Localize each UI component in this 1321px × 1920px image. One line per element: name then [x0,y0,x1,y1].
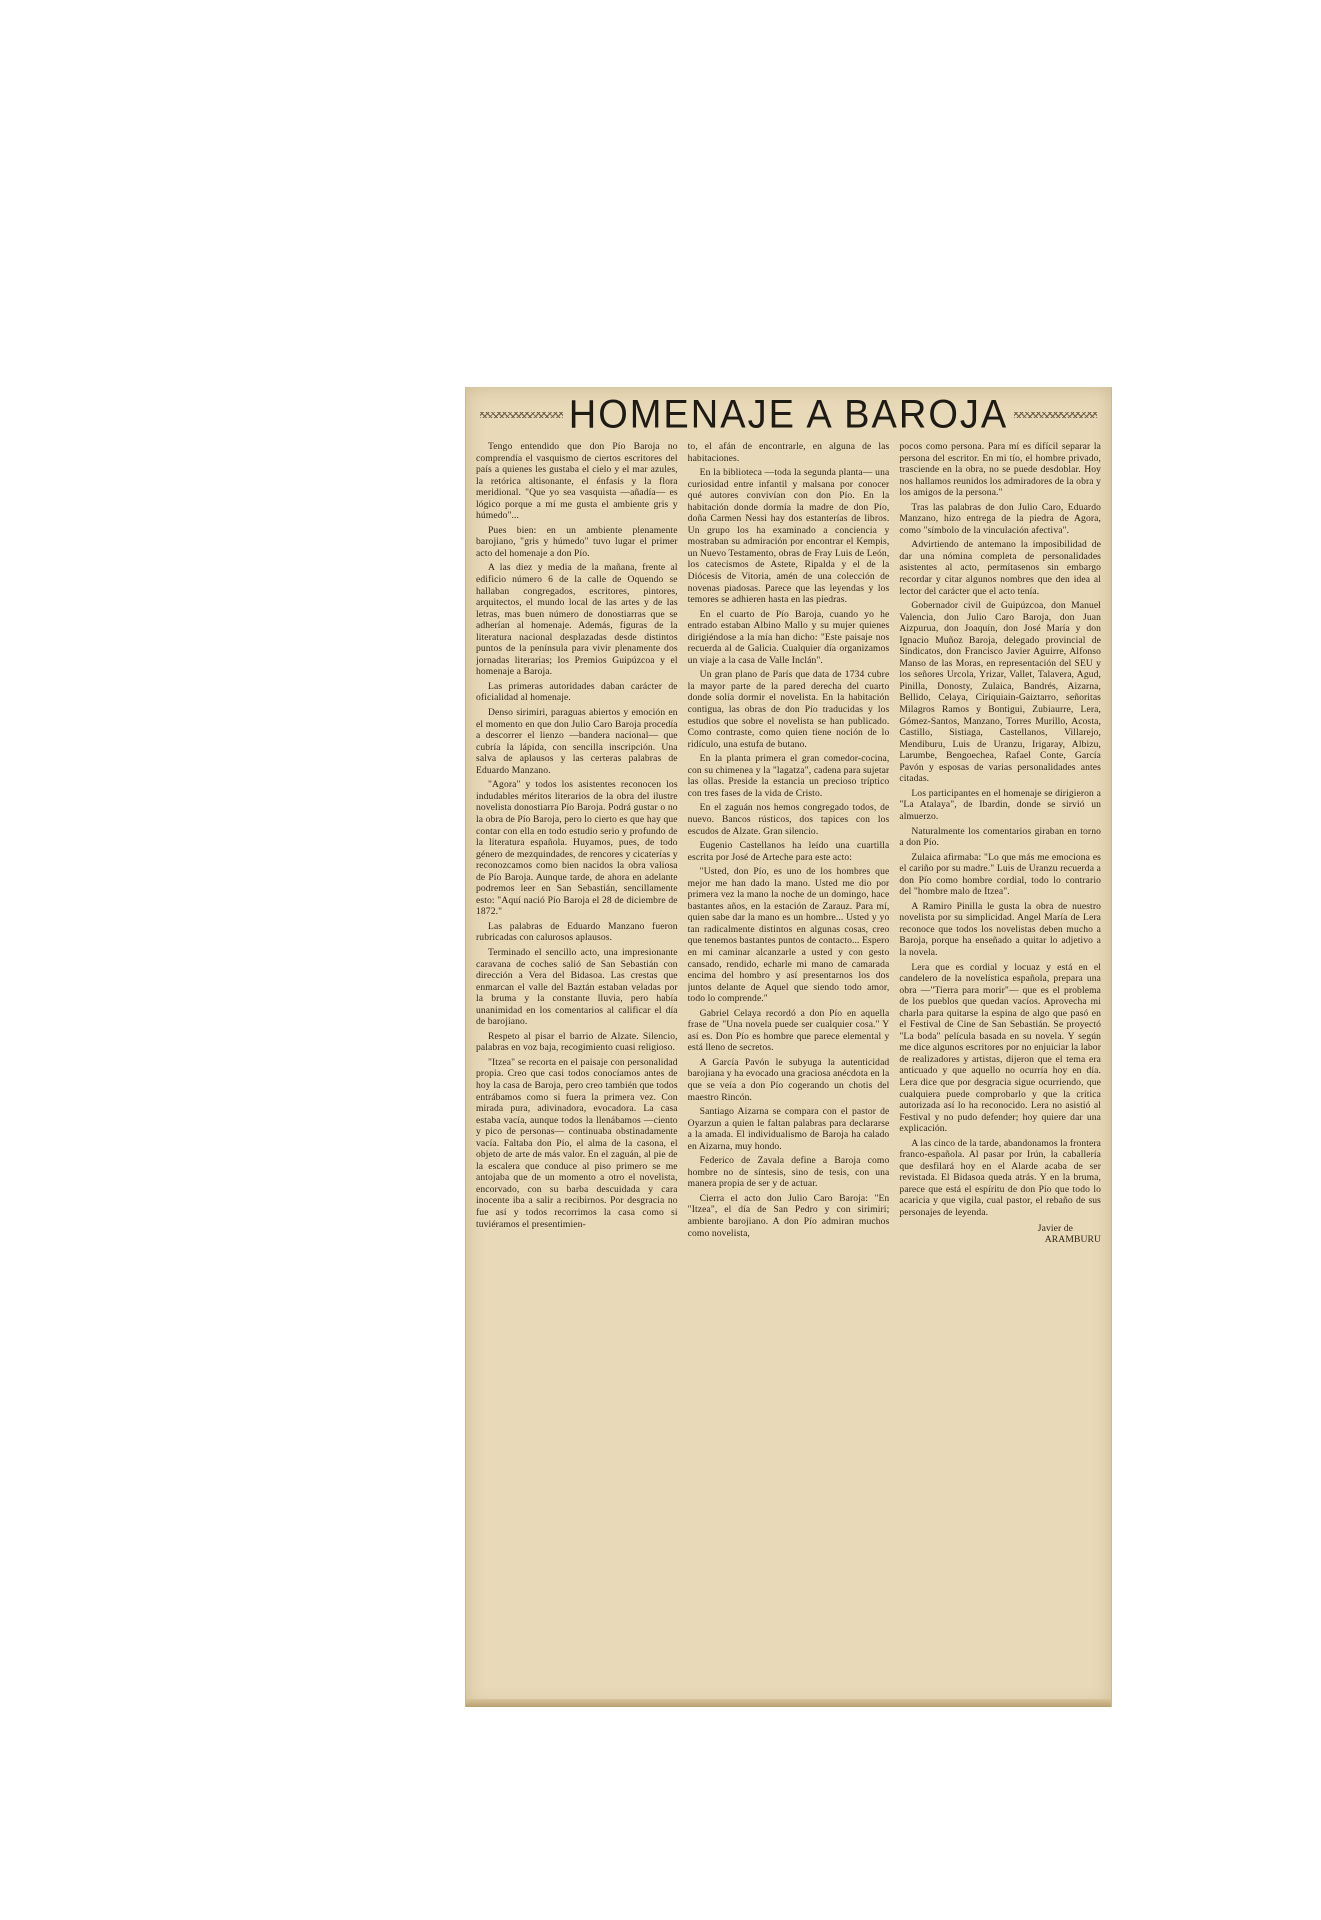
paragraph: Tengo entendido que don Pío Baroja no comprendía el vasquismo de ciertos escritores del país a quienes les gustaba el cielo y el mar azules, la retórica altisonante, el énfasis y la flora meridional. "Que yo sea vasquista —añadía— es lógico porque a mí me gusta el ambiente gris y húmedo"... [476,441,678,522]
paragraph: A García Pavón le subyuga la autenticidad barojiana y ha evocado una graciosa anécdota en la que se veía a don Pío cogerando un chotis del maestro Rincón. [687,1056,890,1103]
paragraph: Naturalmente los comentarios giraban en torno a don Pío. [899,825,1102,849]
paragraph: Un gran plano de París que data de 1734 cubre la mayor parte de la pared derecha del cuarto donde solía dormir el novelista. En la habitación contigua, las obras de don Pío traducidas y los estudios que sobre el novelista se han publicado. Como contraste, como quien tiene noción de lo ridículo, una estufa de butano. [687,669,890,750]
paragraph: "Agora" y todos los asistentes reconocen los indudables méritos literarios de la obra del ilustre novelista donostiarra Pío Baroja. Podrá gustar o no la obra de Pío Baroja, pero lo cierto es que hay que contar con ella en todo estudio serio y profundo de la literatura española. Huyamos, pues, de todo género de mezquindades, de rencores y cicaterías y reconozcamos como bien nacidos la obra valiosa de Pío Baroja. Aunque tarde, de ahora en adelante podremos leer en San Sebastián, sencillamente esto: "Aquí nació Pío Baroja el 28 de diciembre de 1872." [476,779,678,918]
paragraph: Las primeras autoridades daban carácter de oficialidad al homenaje. [476,680,678,704]
paragraph: Santiago Aizarna se compara con el pastor de Oyarzun a quien le faltan palabras para declararse a la amada. El individualismo de Baroja ha calado en Aizarna, muy hondo. [687,1106,890,1152]
article-columns [476,441,1101,1685]
paragraph: En el cuarto de Pío Baroja, cuando yo he entrado estaban Albino Mallo y su mujer quienes dirigiéndose a la mía han dicho: "Este paisaje nos recuerda al de Galicia. Cualquier día organizamos un viaje a la casa de Valle Inclán". [687,608,890,666]
paragraph: Gabriel Celaya recordó a don Pío en aquella frase de "Una novela puede ser cualquier cosa." Y así es. Don Pío es hombre que parece elemental y está lleno de secretos. [687,1007,890,1054]
byline [899,1223,1101,1246]
clipping-edge [466,1699,1111,1707]
paragraph: En el zaguán nos hemos congregado todos, de nuevo. Bancos rústicos, dos tapices con los escudos de Alzate. Gran silencio. [687,802,890,837]
left-ornament [480,412,563,418]
headline: HOMENAJE A BAROJA [568,392,1009,437]
paragraph: Eugenio Castellanos ha leído una cuartilla escrita por José de Arteche para este acto: [687,840,890,863]
paragraph: Las palabras de Eduardo Manzano fueron rubricadas con calurosos aplausos. [476,920,678,944]
paragraph: to, el afán de encontrarle, en alguna de las habitaciones. [687,441,890,464]
byline-surname: ARAMBURU [1044,1234,1102,1246]
paragraph: Denso sirimiri, paraguas abiertos y emoción en el momento en que don Julio Caro Baroja procedía a descorrer el lienzo —bandera nacional— que cubría la lápida, con sencilla inscripción. Una salva de aplausos y las certeras palabras de Eduardo Manzano. [476,707,678,776]
column-2 [688,441,890,1685]
column-1 [476,441,678,1685]
right-ornament [1014,412,1097,418]
paragraph: pocos como persona. Para mí es difícil separar la persona del escritor. En mi tío, el hombre privado, trasciende en la obra, no se puede desdoblar. Hoy nos hallamos reunidos los admiradores de la obra y los amigos de la persona." [899,441,1102,499]
paragraph: Terminado el sencillo acto, una impresionante caravana de coches salió de San Sebastián con dirección a Vera del Bidasoa. Las crestas que enmarcan el valle del Baztán estaban veladas por la bruma y la constante lluvia, pero había unanimidad en los comentarios al calificar el día de barojiano. [476,946,678,1028]
paragraph: Federico de Zavala define a Baroja como hombre no de síntesis, sino de tesis, con una manera propia de ser y de actuar. [687,1155,890,1190]
paragraph: A Ramiro Pinilla le gusta la obra de nuestro novelista por su simplicidad. Angel María de Lera reconoce que todos los novelistas deben mucho a Baroja, porque ha enseñado a quitar lo adjetivo a la novela. [899,900,1102,958]
paragraph: Cierra el acto don Julio Caro Baroja: "En "Itzea", el día de San Pedro y con sirimiri; ambiente barojiano. A don Pío admiran muchos como novelista, [687,1192,890,1239]
paragraph: "Itzea" se recorta en el paisaje con personalidad propia. Creo que casi todos conocíamos antes de hoy la casa de Baroja, pero creo también que todos entrábamos como si fuera la primera vez. Con mirada pura, adivinadora, evocadora. La casa estaba vacía, aunque todos la llenábamos —ciento y pico de personas— continuaba obstinadamente vacía. Faltaba don Pío, el alma de la casona, el objeto de arte de más valor. En el zaguán, al pie de la escalera que conduce al piso primero se me antojaba que de un momento a otro el novelista, encorvado, con su barba descuidada y cara inocente iba a salir a recibirnos. Por desgracia no fue así y todos recorrimos la casa como si tuviéramos el presentimien- [476,1056,678,1230]
paragraph: En la biblioteca —toda la segunda planta— una curiosidad entre infantil y malsana por conocer qué autores convivían con don Pío. En la habitación donde dormía la madre de don Pío, doña Carmen Nessi hay dos estanterías de libros. Un grupo los ha examinado a conciencia y mostraban su admiración por encontrar el Kempis, un Nuevo Testamento, obras de Fray Luis de León, los catecismos de Astete, Ripalda y el de la Diócesis de Vitoria, amén de una colección de novenas piadosas. Parece que las leyendas y los temores se adhieren hasta en las piedras. [687,467,890,606]
column-3 [899,441,1101,1685]
paragraph: Los participantes en el homenaje se dirigieron a "La Atalaya", de Ibardin, donde se sirvió un almuerzo. [899,787,1102,822]
paragraph: "Usted, don Pío, es uno de los hombres que mejor me han dado la mano. Usted me dio por primera vez la mano la noche de un domingo, hace bastantes años, en la estación de Zarauz. Para mí, quien sabe dar la mano es un hombre... Usted y yo tan radicalmente distintos en algunas cosas, creo que tenemos bastantes puntos de contacto... Espero en mi caminar alcanzarle a usted y con gesto cansado, rendido, echarle mi mano de camarada encima del hombro y así presentarnos los dos juntos delante de Aquel que siendo todo amor, todo lo comprende." [687,866,890,1005]
paragraph: En la planta primera el gran comedor-cocina, con su chimenea y la "lagatza", cadena para sujetar las ollas. Preside la estancia un precioso tríptico con tres fases de la vida de Cristo. [687,753,890,799]
column-3-body [899,441,1101,1219]
paragraph: Tras las palabras de don Julio Caro, Eduardo Manzano, hizo entrega de la piedra de Agora, como "símbolo de la vinculación afectiva". [899,501,1102,536]
byline-name: Javier de [1037,1222,1074,1234]
paragraph: Gobernador civil de Guipúzcoa, don Manuel Valencia, don Julio Caro Baroja, don Juan Aizpurua, don Joaquín, don José María y don Ignacio Muñoz Baroja, delegado provincial de Sindicatos, don Francisco Javier Aguirre, Alfonso Manso de las Moras, en representación del SEU y los señores Urcola, Yrizar, Vallet, Talavera, Agud, Pinilla, Donosty, Zulaica, Bandrés, Aizarna, Bellido, Celaya, Ciriquiain-Gaiztarro, señoritas Milagros Ramos y Bontigui, Zubiaurre, Lera, Gómez-Santos, Manzano, Torres Murillo, Acosta, Castillo, Sistiaga, Castellanos, Villarejo, Mendiburu, Luis de Uranzu, Irigaray, Albizu, Larumbe, Bengoechea, Rafael Conte, García Pavón y esposas de varias personalidades antes citadas. [899,600,1102,785]
paragraph: Lera que es cordial y locuaz y está en el candelero de la novelística española, prepara una obra —"Tierra para morir"— que es el problema de los pueblos que quedan vacíos. Aprovecha mi charla para quitarse la espina de algo que pasó en el Festival de Cine de San Sebastián. Se proyectó "La boda" película basada en su novela. Y según me dice algunos escritores por no enjuiciar la labor de realizadores y artistas, dijeron que el tema era anticuado y que aquello no ocurría hoy en día. Lera dice que por desgracia sigue ocurriendo, que cualquiera puede comprobarlo y que la crítica autorizada así lo ha reconocido. Lera no asistió al Festival y no pudo defender; hoy quiere dar una explicación. [899,961,1102,1135]
paragraph: A las cinco de la tarde, abandonamos la frontera franco-española. Al pasar por Irún, la caballería que desfilará hoy en el Alarde acaba de ser revistada. El Bidasoa queda atrás. Y en la bruma, parece que está el espíritu de don Pío que todo lo acaricia y que vigila, cual pastor, el rebaño de sus personajes de leyenda. [899,1137,1102,1218]
paragraph: A las diez y media de la mañana, frente al edificio número 6 de la calle de Oquendo se hallaban congregados, escritores, pintores, arquitectos, el mundo local de las artes y de las letras, mas buen número de donostiarras que se adherían al homenaje. Además, figuras de la literatura nacional desplazadas desde distintos puntos de la península para vivir plenamente dos jornadas literarias; los Premios Guipúzcoa y el homenaje a Baroja. [476,562,678,678]
paragraph: Advirtiendo de antemano la imposibilidad de dar una nómina completa de personalidades asistentes al acto, permítasenos sin embargo recordar y citar algunos nombres que den idea al lector del carácter que el acto tenía. [899,539,1102,597]
paragraph: Respeto al pisar el barrio de Alzate. Silencio, palabras en voz baja, recogimiento cuasi religioso. [476,1030,678,1054]
paragraph: Pues bien: en un ambiente plenamente barojiano, "gris y húmedo" tuvo lugar el primer acto del homenaje a don Pío. [476,524,678,559]
newspaper-clipping [465,387,1112,1707]
headline-row [474,393,1103,437]
paragraph: Zulaica afirmaba: "Lo que más me emociona es el cariño por su madre." Luis de Uranzu recuerda a don Pío como hombre cordial, todo lo contrario del "hombre malo de Itzea". [899,851,1102,898]
